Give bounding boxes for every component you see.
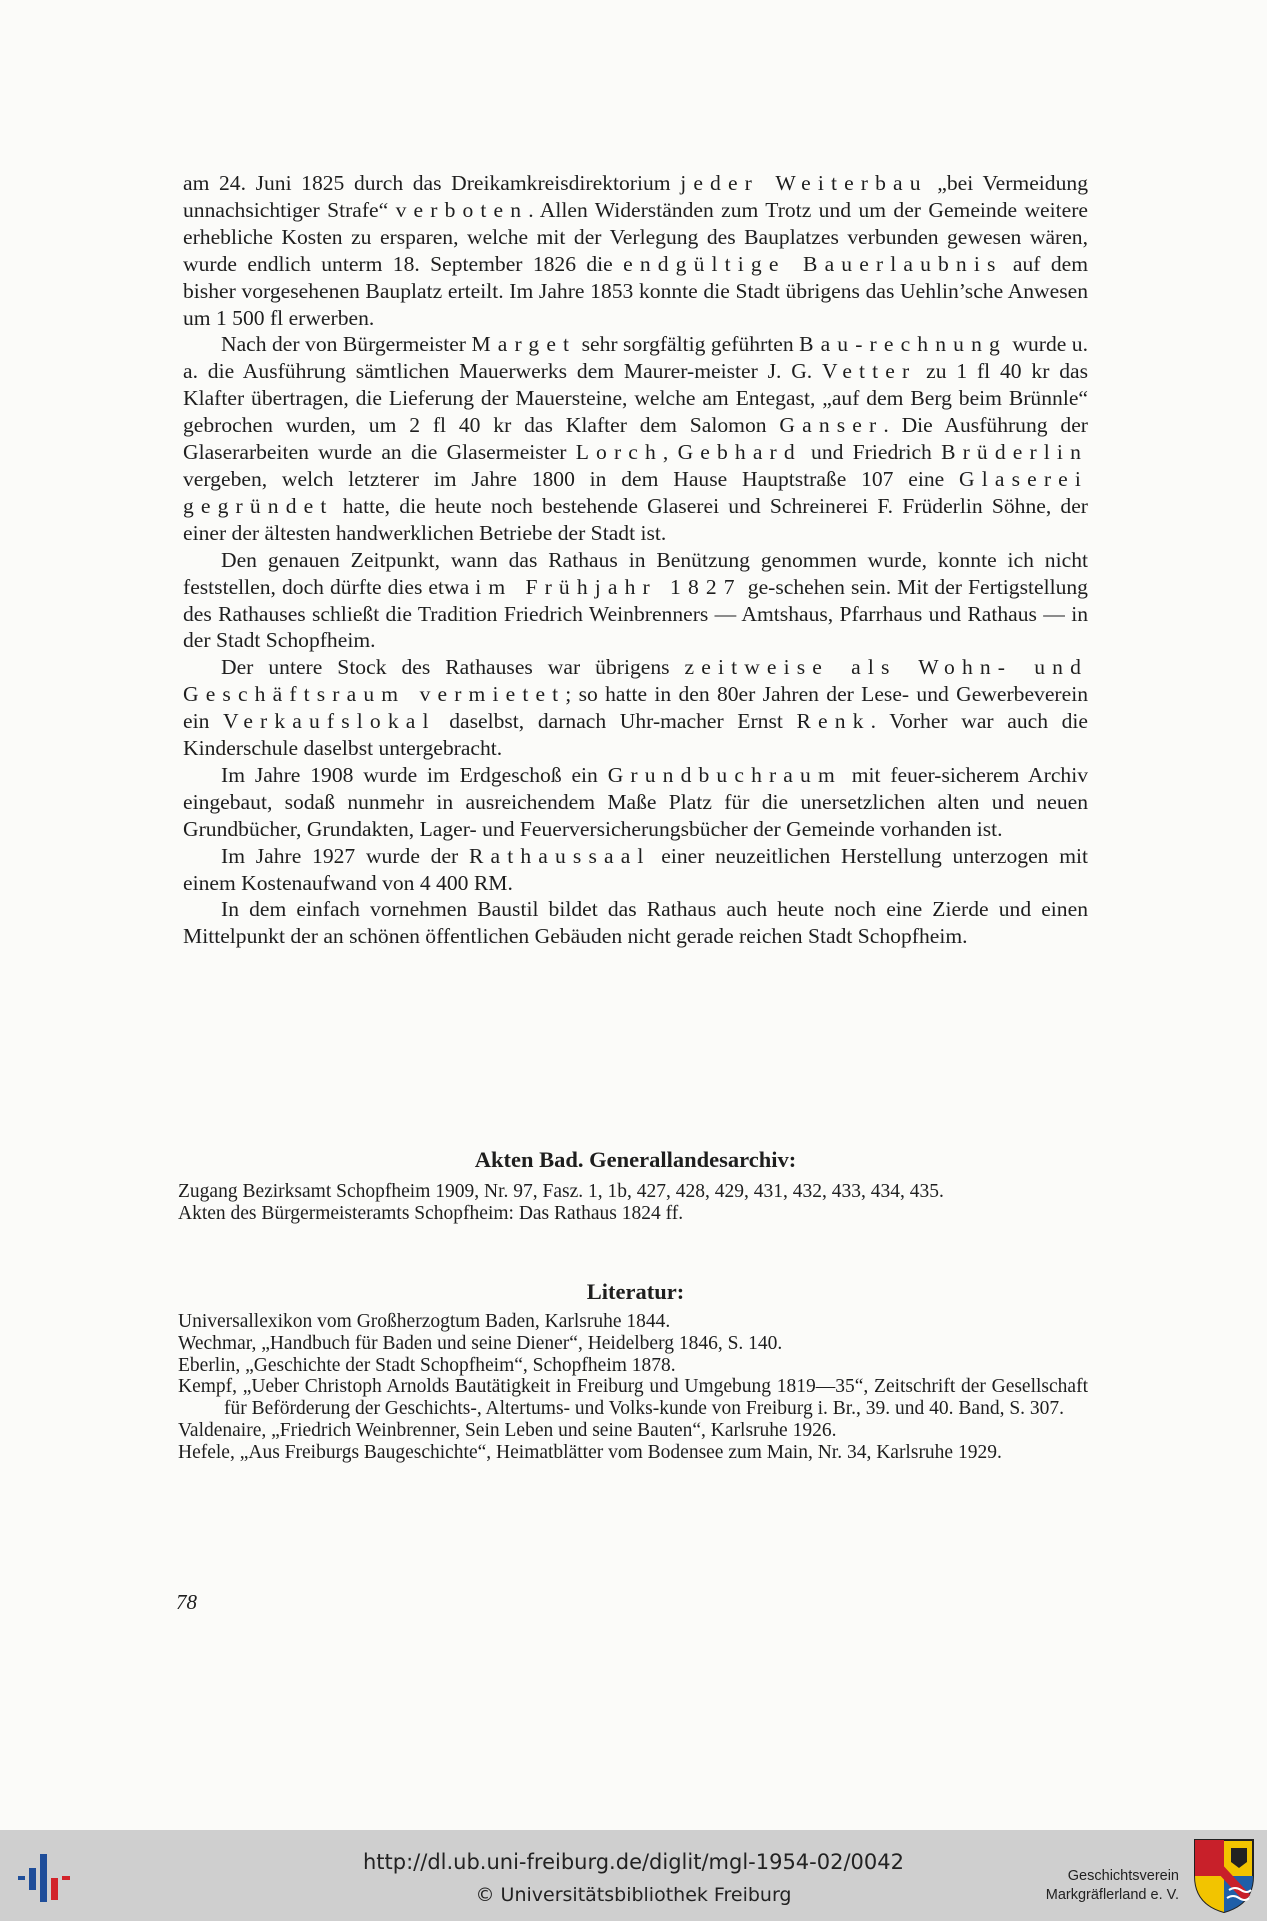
archive-heading: Akten Bad. Generallandesarchiv:: [474, 1147, 797, 1172]
text-run: ge-schehen sein. Mit der Fertigstellung des Rathauses schließt die Tradition Friedrich Weinbrenners — Amtshaus, Pfarrhaus und Rathaus — in der Stadt Schopfheim.: [183, 574, 1088, 653]
copyright-text: © Universitätsbibliothek Freiburg: [475, 1884, 792, 1906]
text-run: vergeben, welch letzterer im Jahre 1800 in dem Hause Hauptstraße 107 eine: [183, 466, 960, 491]
paragraph: [183, 896, 1088, 950]
text-run: . Vorher war auch die Kinderschule daselbst untergebracht.: [183, 709, 1089, 761]
text-run: zu 1 fl 40 kr das Klafter übertragen, die Lieferung der Mauersteine, welche am Entegast, „auf dem Berg beim Brünnle“ gebrochen wurden, um 2 fl 40 kr das Klafter dem Salomon: [183, 359, 1088, 438]
society-name-line: Markgräflerland e. V.: [1045, 1887, 1179, 1903]
spaced-emphasis: Rathaussaal: [468, 843, 651, 868]
literature-item: Valdenaire, „Friedrich Weinbrenner, Sein Leben und seine Bauten“, Karlsruhe 1926.: [178, 1419, 837, 1441]
text-run: Im Jahre 1908 wurde im Erdgeschoß ein: [221, 762, 608, 787]
text-run: auf dem bisher vorgesehenen Bauplatz erteilt. Im Jahre 1853 konnte die Stadt übrigens das Uehlin’sche Anwesen um 1 500 fl erwerben.: [183, 251, 1089, 330]
society-name-line: Geschichtsverein: [1067, 1868, 1179, 1884]
literature-heading: Literatur:: [586, 1279, 685, 1304]
archive-item: Zugang Bezirksamt Schopfheim 1909, Nr. 97, Fasz. 1, 1b, 427, 428, 429, 431, 432, 433, 434, 435.: [178, 1181, 944, 1202]
archive-item: Akten des Bürgermeisteramts Schopfheim: Das Rathaus 1824 ff.: [178, 1202, 684, 1224]
spaced-emphasis: Ganser: [779, 413, 884, 438]
literature-item: Hefele, „Aus Freiburgs Baugeschichte“, Heimatblätter vom Bodensee zum Main, Nr. 34, Karlsruhe 1929.: [178, 1441, 1002, 1463]
spaced-emphasis: jeder Weiterbau: [680, 171, 928, 195]
text-run: In dem einfach vornehmen Baustil bildet das Rathaus auch heute noch eine Zierde und einen Mittelpunkt der an schönen öffentlichen Gebäuden nicht gerade reichen Stadt Schopfheim.: [183, 897, 1088, 949]
text-run: . Allen Widerständen zum Trotz und um der Gemeinde weitere erhebliche Kosten zu ersparen, welche mit der Verlegung des Bauplatzes verbunden gewesen wären, wurde endlich unterm 18. September 1826 die: [183, 197, 1089, 276]
spaced-emphasis: Gebhard: [677, 440, 802, 465]
spaced-emphasis: Verkaufslokal: [223, 709, 436, 734]
archive-list: [178, 1181, 1088, 1225]
spaced-emphasis: im Frühjahr 1827: [475, 574, 742, 599]
text-run: Der untere Stock des Rathauses war übrigens: [221, 655, 685, 680]
literature-item: Wechmar, „Handbuch für Baden und seine Diener“, Heidelberg 1846, S. 140.: [178, 1332, 783, 1354]
paragraph: [183, 843, 1088, 897]
literature-item: Universallexikon vom Großherzogtum Baden, Karlsruhe 1844.: [178, 1311, 671, 1332]
paragraph: [183, 762, 1088, 843]
paragraph: [183, 547, 1088, 655]
footer-bar: [0, 1830, 1267, 1921]
spaced-emphasis: Lorch: [575, 440, 663, 465]
spaced-emphasis: Renk: [796, 709, 871, 734]
literature-item: Eberlin, „Geschichte der Stadt Schopfheim“, Schopfheim 1878.: [178, 1354, 676, 1376]
spaced-emphasis: Brüderlin: [941, 440, 1088, 465]
literature-list: [178, 1311, 1088, 1464]
page-number: 78: [176, 1590, 197, 1614]
text-run: mit feuer-sicherem Archiv eingebaut, sodaß nunmehr in ausreichendem Maße Platz für die unersetzlichen alten und neuen Grundbücher, Grundakten, Lager- und Feuerversicherungsbücher der Gemeinde vorhanden ist.: [183, 762, 1088, 841]
spaced-emphasis: Grundbuchraum: [607, 762, 842, 787]
coat-of-arms-icon[interactable]: [1193, 1838, 1255, 1914]
text-run: Nach der von Bürgermeister: [221, 332, 472, 357]
literature-item: Kempf, „Ueber Christoph Arnolds Bautätigkeit in Freiburg und Umgebung 1819—35“, Zeitschrift der Gesellschaft für Beförderung der Geschichts-, Altertums- und Volks-kunde von Freiburg i. Br., 39. und 40. Band, S. 307.: [178, 1376, 1088, 1420]
text-run: wurde u. a. die Ausführung sämtlichen Mauerwerks dem Maurer-meister J. G.: [183, 332, 1088, 384]
society-name: [1046, 1867, 1179, 1905]
spaced-emphasis: Marget: [471, 332, 577, 357]
paragraph: [183, 170, 1088, 331]
text-run: Im Jahre 1927 wurde der: [221, 843, 469, 868]
spaced-emphasis: Bau-rechnung: [799, 332, 1007, 357]
text-run: ; so hatte in den 80er Jahren der Lese- und Gewerbeverein ein: [183, 682, 1088, 734]
text-run: ,: [662, 440, 678, 465]
text-run: „bei Vermeidung unnachsichtiger Strafe“: [183, 171, 1088, 222]
body-text: [183, 170, 1088, 950]
spaced-emphasis: Vetter: [822, 359, 917, 384]
text-run: hatte, die heute noch bestehende Glaserei und Schreinerei F. Früderlin Söhne, der einer der ältesten handwerklichen Betriebe der Stadt ist.: [183, 493, 1088, 545]
text-run: am 24. Juni 1825 durch das Dreikamkreisdirektorium: [183, 171, 681, 195]
text-run: und Friedrich: [801, 440, 942, 465]
text-run: . Die Ausführung der Glaserarbeiten wurde an die Glasermeister: [183, 413, 1088, 465]
spaced-emphasis: zeitweise als Wohn- und Geschäftsraum vermietet: [183, 655, 1089, 707]
paragraph: [183, 331, 1088, 546]
text-run: Den genauen Zeitpunkt, wann das Rathaus in Benützung genommen wurde, konnte ich nicht feststellen, doch dürfte dies etwa: [183, 547, 1088, 599]
text-run: sehr sorgfältig geführten: [576, 332, 800, 357]
spaced-emphasis: verboten: [395, 197, 529, 222]
text-run: daselbst, darnach Uhr-macher Ernst: [435, 709, 797, 734]
text-run: einer neuzeitlichen Herstellung unterzogen mit einem Kostenaufwand von 4 400 RM.: [183, 843, 1088, 895]
spaced-emphasis: endgültige Bauerlaubnis: [623, 251, 1003, 276]
spaced-emphasis: Glaserei gegründet: [183, 466, 1088, 518]
paragraph: [183, 654, 1088, 762]
document-url-link[interactable]: http://dl.ub.uni-freiburg.de/diglit/mgl-1954-02/0042: [362, 1850, 904, 1874]
